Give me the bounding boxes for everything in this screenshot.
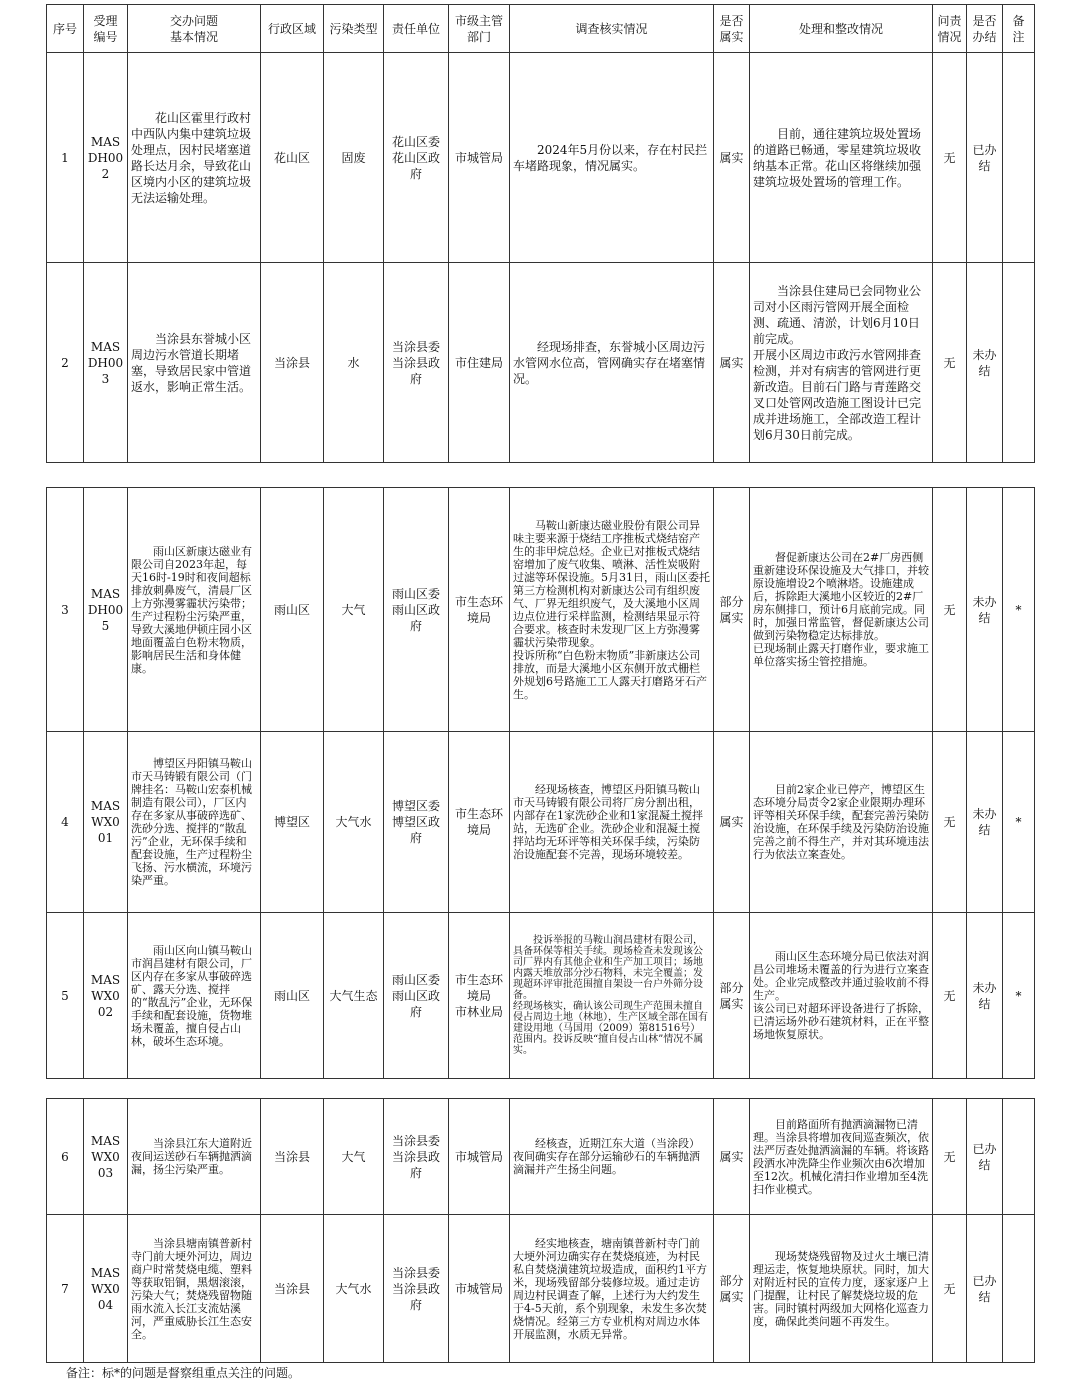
cell-region: 当涂县 bbox=[261, 263, 324, 463]
cell-handling: 雨山区生态环境分局已依法对润昌公司堆场未覆盖的行为进行立案查处。企业完成整改并通过验收前不得生产。 该公司已对超环评设备进行了拆除，已清运场外砂石建筑材料，正在平整场地恢复原状。 bbox=[750, 913, 933, 1079]
cell-handling: 督促新康达公司在2#厂房西侧重新建设环保设施及大气排口，并较原设施增设2个喷淋塔。设施建成后，拆除距大溪地小区较近的2#厂房东侧排口，预计6月底前完成。同时，加强日常监管，督促新康达公司做到污染物稳定达标排放。 已现场制止露天打磨作业，要求施工单位落实扬尘管控措施。 bbox=[750, 488, 933, 732]
cell-accountability: 无 bbox=[933, 488, 967, 732]
cell-problem: 当涂县塘南镇普新村寺门前大埂外河边，周边商户时常焚烧电缆、塑料等获取铝铜，黑烟滚滚，污染大气；焚烧残留物随雨水流入长江支流姑溪河，严重威胁长江生态安全。 bbox=[128, 1215, 261, 1363]
cell-closed: 未办 结 bbox=[967, 913, 1003, 1079]
cell-no: 7 bbox=[47, 1215, 84, 1363]
cell-region: 花山区 bbox=[261, 53, 324, 263]
cell-investigation: 经现场排查，东誉城小区周边污水管网水位高，管网确实存在堵塞情况。 bbox=[510, 263, 714, 463]
table-row bbox=[47, 488, 1035, 732]
cell-accountability: 无 bbox=[933, 53, 967, 263]
cell-note: * bbox=[1003, 913, 1035, 1079]
cell-region: 当涂县 bbox=[261, 1215, 324, 1363]
header-accountability: 问责 情况 bbox=[933, 5, 967, 53]
cell-no: 4 bbox=[47, 732, 84, 913]
cell-problem: 当涂县江东大道附近夜间运送砂石车辆抛洒滴漏，扬尘污染严重。 bbox=[128, 1099, 261, 1215]
cell-accountability: 无 bbox=[933, 913, 967, 1079]
cell-investigation: 经核查，近期江东大道（当涂段）夜间确实存在部分运输砂石的车辆抛洒滴漏并产生扬尘问题。 bbox=[510, 1099, 714, 1215]
cell-type: 大气生态 bbox=[324, 913, 384, 1079]
cell-code: MAS DH00 5 bbox=[84, 488, 128, 732]
cell-handling: 目前，通往建筑垃圾处置场的道路已畅通，零星建筑垃圾收纳基本正常。花山区将继续加强建筑垃圾处置场的管理工作。 bbox=[750, 53, 933, 263]
header-problem: 交办问题 基本情况 bbox=[128, 5, 261, 53]
cell-closed: 未办 结 bbox=[967, 488, 1003, 732]
cell-no: 3 bbox=[47, 488, 84, 732]
cell-problem: 雨山区向山镇马鞍山市润昌建材有限公司，厂区内存在多家从事破碎选矿、露天分选、搅拌的“散乱污”企业，无环保手续和配套设施，货物堆场未覆盖，擅自侵占山林，破坏生态环境。 bbox=[128, 913, 261, 1079]
header-truth: 是否 属实 bbox=[714, 5, 750, 53]
cell-investigation: 经实地核查，塘南镇普新村寺门前大埂外河边确实存在焚烧痕迹，为村民私自焚烧潢建筑垃圾造成，面积约1平方米，现场残留部分装修垃圾。通过走访周边村民调查了解，上述行为大约发生于4-5天前，系个别现象，未发生多次焚烧情况。经第三方专业机构对周边水体开展监测，水质无异常。 bbox=[510, 1215, 714, 1363]
cell-accountability: 无 bbox=[933, 1099, 967, 1215]
table-header-row bbox=[47, 5, 1035, 53]
cell-dept: 市生态环 境局 bbox=[449, 732, 510, 913]
header-unit: 责任单位 bbox=[384, 5, 449, 53]
cell-dept: 市住建局 bbox=[449, 263, 510, 463]
cell-note bbox=[1003, 1099, 1035, 1215]
cell-type: 水 bbox=[324, 263, 384, 463]
cell-truth: 部分 属实 bbox=[714, 488, 750, 732]
cell-closed: 已办 结 bbox=[967, 1099, 1003, 1215]
cell-unit: 雨山区委 雨山区政 府 bbox=[384, 913, 449, 1079]
header-closed: 是否 办结 bbox=[967, 5, 1003, 53]
cell-region: 当涂县 bbox=[261, 1099, 324, 1215]
cell-dept: 市城管局 bbox=[449, 1215, 510, 1363]
table-row bbox=[47, 732, 1035, 913]
header-handling: 处理和整改情况 bbox=[750, 5, 933, 53]
cell-note bbox=[1003, 53, 1035, 263]
table-section-2 bbox=[46, 487, 1035, 1079]
cell-type: 大气 bbox=[324, 488, 384, 732]
cell-truth: 属实 bbox=[714, 53, 750, 263]
cell-region: 雨山区 bbox=[261, 488, 324, 732]
cell-closed: 未办 结 bbox=[967, 732, 1003, 913]
cell-code: MAS WX0 03 bbox=[84, 1099, 128, 1215]
cell-truth: 部分 属实 bbox=[714, 1215, 750, 1363]
cell-code: MAS WX0 02 bbox=[84, 913, 128, 1079]
cell-no: 1 bbox=[47, 53, 84, 263]
cell-investigation: 经现场核查，博望区丹阳镇马鞍山市天马铸锻有限公司将厂房分割出租，内部存在1家洗砂企业和1家混凝土搅拌站，无选矿企业。洗砂企业和混凝土搅拌站均无环评等相关环保手续，污染防治设施配套不完善，现场环境较差。 bbox=[510, 732, 714, 913]
cell-code: MAS DH00 2 bbox=[84, 53, 128, 263]
cell-handling: 现场焚烧残留物及过火土壤已清理运走，恢复地块原状。同时，加大对附近村民的宣传力度，逐家逐户上门提醒，让村民了解焚烧垃圾的危害。同时镇村两级加大网格化巡查力度，确保此类问题不再发生。 bbox=[750, 1215, 933, 1363]
table-row bbox=[47, 263, 1035, 463]
cell-note bbox=[1003, 263, 1035, 463]
table-row bbox=[47, 1215, 1035, 1363]
header-type: 污染类型 bbox=[324, 5, 384, 53]
header-code: 受理 编号 bbox=[84, 5, 128, 53]
cell-type: 固废 bbox=[324, 53, 384, 263]
cell-problem: 当涂县东誉城小区周边污水管道长期堵塞，导致居民家中管道返水，影响正常生活。 bbox=[128, 263, 261, 463]
cell-type: 大气 bbox=[324, 1099, 384, 1215]
table-section-3 bbox=[46, 1098, 1035, 1363]
cell-code: MAS WX0 04 bbox=[84, 1215, 128, 1363]
cell-accountability: 无 bbox=[933, 1215, 967, 1363]
header-no: 序号 bbox=[47, 5, 84, 53]
cell-unit: 花山区委 花山区政 府 bbox=[384, 53, 449, 263]
table-section-1 bbox=[46, 4, 1035, 463]
cell-no: 2 bbox=[47, 263, 84, 463]
cell-unit: 雨山区委 雨山区政 府 bbox=[384, 488, 449, 732]
cell-code: MAS WX0 01 bbox=[84, 732, 128, 913]
cell-dept: 市生态环 境局 市林业局 bbox=[449, 913, 510, 1079]
cell-unit: 当涂县委 当涂县政 府 bbox=[384, 1215, 449, 1363]
table-row bbox=[47, 53, 1035, 263]
cell-type: 大气水 bbox=[324, 732, 384, 913]
cell-handling: 目前路面所有抛洒滴漏物已清理。当涂县将增加夜间巡查频次，依法严厉查处抛洒滴漏的车辆。将该路段洒水冲洗降尘作业频次由6次增加至12次。机械化清扫作业增加至4洗扫作业模式。 bbox=[750, 1099, 933, 1215]
cell-closed: 已办 结 bbox=[967, 1215, 1003, 1363]
cell-note: * bbox=[1003, 732, 1035, 913]
cell-investigation: 投诉举报的马鞍山润昌建材有限公司，具备环保等相关手续。现场检查未发现该公司厂界内有其他企业和生产加工项目；场地内露天堆放部分沙石物料，未完全覆盖；发现超环评审批范围擅自架设一台户外筛分设备。 经现场核实，确认该公司现生产范围未擅自侵占周边土地（林地），生产区域全部在国有建设用地（马国用（2009）第81516号）范围内。投诉反映“擅自侵占山林”情况不属实。 bbox=[510, 913, 714, 1079]
table-row bbox=[47, 913, 1035, 1079]
cell-investigation: 2024年5月份以来，存在村民拦车堵路现象，情况属实。 bbox=[510, 53, 714, 263]
cell-dept: 市城管局 bbox=[449, 1099, 510, 1215]
cell-problem: 博望区丹阳镇马鞍山市天马铸锻有限公司（门牌挂名：马鞍山宏泰机械制造有限公司），厂区内存在多家从事破碎选矿、洗砂分选、搅拌的“散乱污”企业，无环保手续和配套设施，生产过程粉尘飞扬、污水横流，环境污染严重。 bbox=[128, 732, 261, 913]
cell-unit: 博望区委 博望区政 府 bbox=[384, 732, 449, 913]
cell-problem: 雨山区新康达磁业有限公司自2023年起，每天16时-19时和夜间超标排放刺鼻废气，清晨厂区上方弥漫雾霾状污染带；生产过程粉尘污染严重，导致大溪地伊顿庄园小区地面覆盖白色粉末物质，影响居民生活和身体健康。 bbox=[128, 488, 261, 732]
cell-truth: 属实 bbox=[714, 263, 750, 463]
cell-truth: 属实 bbox=[714, 1099, 750, 1215]
cell-problem: 花山区霍里行政村中西队内集中建筑垃圾处理点，因村民堵塞道路长达月余，导致花山区境内小区的建筑垃圾无法运输处理。 bbox=[128, 53, 261, 263]
cell-no: 5 bbox=[47, 913, 84, 1079]
cell-truth: 部分 属实 bbox=[714, 913, 750, 1079]
cell-investigation: 马鞍山新康达磁业股份有限公司异味主要来源于烧结工序推板式烧结窑产生的非甲烷总烃。企业已对推板式烧结窑增加了废气收集、喷淋、活性炭吸附过滤等环保设施。5月31日，雨山区委托第三方检测机构对新康达公司有组织废气、厂界无组织废气，及大溪地小区周边点位进行采样监测，检测结果显示符合要求。核查时未发现厂区上方弥漫雾霾状污染带现象。 投诉所称“白色粉末物质”非新康达公司排放，而是大溪地小区东侧开放式栅栏外规划6号路施工工人露天打磨路牙石产生。 bbox=[510, 488, 714, 732]
cell-code: MAS DH00 3 bbox=[84, 263, 128, 463]
cell-closed: 已办 结 bbox=[967, 53, 1003, 263]
cell-type: 大气水 bbox=[324, 1215, 384, 1363]
header-investigation: 调查核实情况 bbox=[510, 5, 714, 53]
cell-region: 博望区 bbox=[261, 732, 324, 913]
cell-handling: 当涂县住建局已会同物业公司对小区雨污管网开展全面检测、疏通、清淤，计划6月10日前完成。 开展小区周边市政污水管网排查检测，并对有病害的管网进行更新改造。目前石门路与青莲路交叉口处管网改造施工图设计已完成并进场施工，全部改造工程计划6月30日前完成。 bbox=[750, 263, 933, 463]
cell-dept: 市生态环 境局 bbox=[449, 488, 510, 732]
cell-handling: 目前2家企业已停产，博望区生态环境分局责令2家企业限期办理环评等相关环保手续，配套完善污染防治设施，在环保手续及污染防治设施完善之前不得生产，并对其环境违法行为依法立案查处。 bbox=[750, 732, 933, 913]
header-dept: 市级主管 部门 bbox=[449, 5, 510, 53]
cell-dept: 市城管局 bbox=[449, 53, 510, 263]
footnote: 备注：标*的问题是督察组重点关注的问题。 bbox=[66, 1366, 301, 1380]
cell-note: * bbox=[1003, 488, 1035, 732]
cell-accountability: 无 bbox=[933, 732, 967, 913]
cell-accountability: 无 bbox=[933, 263, 967, 463]
cell-note bbox=[1003, 1215, 1035, 1363]
cell-closed: 未办 结 bbox=[967, 263, 1003, 463]
cell-unit: 当涂县委 当涂县政 府 bbox=[384, 1099, 449, 1215]
header-region: 行政区域 bbox=[261, 5, 324, 53]
table-row bbox=[47, 1099, 1035, 1215]
header-note: 备 注 bbox=[1003, 5, 1035, 53]
cell-region: 雨山区 bbox=[261, 913, 324, 1079]
cell-no: 6 bbox=[47, 1099, 84, 1215]
cell-unit: 当涂县委 当涂县政 府 bbox=[384, 263, 449, 463]
cell-truth: 属实 bbox=[714, 732, 750, 913]
